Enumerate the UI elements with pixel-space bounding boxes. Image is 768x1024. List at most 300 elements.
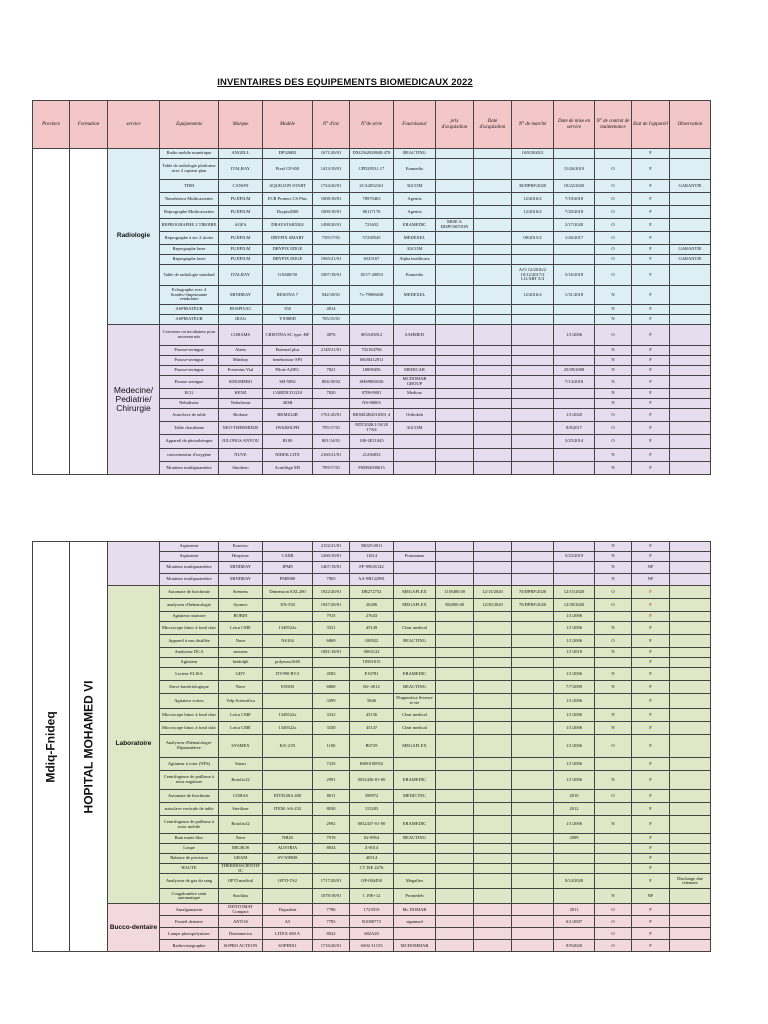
table-cell: 3GCOM — [394, 245, 436, 255]
table-cell: 10/8/2020/2 — [512, 149, 554, 159]
table-cell — [512, 574, 554, 586]
table-cell — [670, 232, 711, 245]
table-cell: ANGELL — [219, 149, 263, 159]
table-cell: O — [595, 255, 632, 265]
table-cell — [670, 449, 711, 462]
table-cell: MEDICTEC — [394, 790, 436, 803]
table-cell: Nebuliseur — [160, 399, 219, 409]
table-cell: 801/14/01 — [313, 435, 350, 449]
table-cell: concentrateur d'oxygène — [160, 449, 219, 462]
table-cell: N — [595, 346, 632, 356]
table-cell: O — [595, 735, 632, 758]
table-cell — [474, 435, 512, 449]
table-cell — [670, 193, 711, 206]
table-cell: 1/31/2018 — [554, 286, 595, 305]
table-cell: 942/18/01 — [313, 286, 350, 305]
table-cell — [436, 574, 474, 586]
table-cell: Siemens — [219, 586, 263, 599]
table-cell: MEDEXEL — [394, 232, 436, 245]
table-cell — [394, 449, 436, 462]
table-cell — [436, 255, 474, 265]
table-cell — [474, 758, 512, 771]
table-cell — [313, 245, 350, 255]
table-cell: 06--2012 — [350, 681, 394, 694]
table-cell — [670, 648, 711, 658]
table-cell — [436, 422, 474, 435]
table-cell: 2992 — [313, 816, 350, 834]
table-cell — [670, 854, 711, 864]
table-cell: Sterilizer — [219, 803, 263, 816]
table-cell — [436, 159, 474, 180]
table-cell — [394, 542, 436, 552]
table-cell: Appareil de photothérapie — [160, 435, 219, 449]
table-cell: Agentis — [394, 206, 436, 219]
table-cell: N — [595, 356, 632, 366]
table-cell — [512, 389, 554, 399]
table-cell: N — [595, 889, 632, 904]
table-cell — [595, 844, 632, 854]
table-cell — [670, 834, 711, 844]
table-cell — [670, 816, 711, 834]
table-cell: FUJIFILM — [219, 232, 263, 245]
table-cell: NS104 — [263, 635, 313, 648]
table-cell: HOSPIVAC — [219, 305, 263, 315]
table-cell: 1/1/2006 — [554, 622, 595, 635]
table-cell: 403B — [263, 399, 313, 409]
table-cell — [394, 562, 436, 574]
table-cell — [474, 255, 512, 265]
table-cell: INTEGRA 400 — [263, 790, 313, 803]
table-cell: Analyseur DCA — [160, 648, 219, 658]
table-cell — [512, 735, 554, 758]
table-cell: 1081/18/01 — [313, 648, 350, 658]
table-cell — [474, 315, 512, 325]
table-cell: 45147 — [350, 722, 394, 735]
table-cell — [474, 681, 512, 694]
document-title: INVENTAIRES DES EQUIPEMENTS BIOMEDICAUX 2022 — [217, 77, 473, 88]
table-cell: Drypix4000 — [263, 206, 313, 219]
table-cell — [474, 346, 512, 356]
table-cell: Promedeb — [394, 889, 436, 904]
table-cell — [436, 668, 474, 681]
table-cell — [670, 435, 711, 449]
table-cell: F — [632, 435, 670, 449]
table-cell: Dopadent — [263, 904, 313, 916]
table-cell — [394, 758, 436, 771]
table-cell: 721652 — [350, 219, 394, 232]
table-cell — [436, 346, 474, 356]
table-cell: NF — [632, 889, 670, 904]
table-cell — [394, 399, 436, 409]
table-cell: N — [595, 668, 632, 681]
table-cell — [474, 722, 512, 735]
table-cell: HAUTE — [160, 864, 219, 874]
table-cell: 3GCOM — [394, 180, 436, 193]
table-cell: ERAMEDIC — [394, 816, 436, 834]
table-cell — [512, 803, 554, 816]
table-cell: 1/1/2018 — [554, 648, 595, 658]
column-header: N° d'inv — [313, 101, 350, 149]
table-cell — [474, 159, 512, 180]
table-cell: N — [595, 681, 632, 694]
table-cell: 11/26/2019 — [554, 159, 595, 180]
table-cell: Table de radiologie platforme avec 2 capteur plan — [160, 159, 219, 180]
table-cell — [670, 803, 711, 816]
table-cell — [436, 735, 474, 758]
table-cell: 1.19E+12 — [350, 889, 394, 904]
table-cell: REACTING — [394, 681, 436, 694]
table-cell — [512, 542, 554, 552]
table-cell: 1413/19/01 — [313, 159, 350, 180]
table-cell: Euroswc — [219, 542, 263, 552]
table-cell — [263, 694, 313, 709]
table-cell: sigmmed — [394, 916, 436, 928]
table-cell — [512, 916, 554, 928]
table-cell — [512, 376, 554, 389]
table-cell — [436, 928, 474, 940]
table-cell: 7915 — [313, 612, 350, 622]
table-cell — [474, 232, 512, 245]
table-cell — [512, 864, 554, 874]
table-cell: 1100 — [313, 735, 350, 758]
table-cell: N — [595, 771, 632, 790]
table-cell: heidolph — [219, 658, 263, 668]
table-cell: O — [595, 409, 632, 422]
table-cell — [670, 928, 711, 940]
table-cell: 8030 — [313, 803, 350, 816]
table-cell — [313, 658, 350, 668]
table-cell: 1761/20/01 — [313, 409, 350, 422]
table-cell — [263, 758, 313, 771]
table-cell — [670, 574, 711, 586]
table-cell — [436, 658, 474, 668]
table-cell: Eramedix — [394, 159, 436, 180]
table-cell — [512, 409, 554, 422]
table-cell: 804/18/02 — [313, 376, 350, 389]
inventory-table-page1 — [32, 100, 711, 475]
table-cell: F — [632, 709, 670, 722]
table-cell: F — [632, 658, 670, 668]
table-cell: ERAMEDIC — [394, 219, 436, 232]
table-cell: 1/1/2020 — [554, 409, 595, 422]
table-cell: O — [595, 206, 632, 219]
table-cell: 6/1/2007 — [554, 916, 595, 928]
table-cell: Sysmex — [219, 599, 263, 612]
table-cell: SYSMEX — [219, 735, 263, 758]
table-cell — [436, 409, 474, 422]
table-cell — [474, 709, 512, 722]
table-cell: N — [595, 286, 632, 305]
table-cell: F — [632, 376, 670, 389]
table-cell: 5/16/2018 — [554, 265, 595, 286]
table-cell: F — [632, 206, 670, 219]
table-cell: Dimension EXL200 — [263, 586, 313, 599]
table-cell: O — [595, 928, 632, 940]
table-row — [33, 904, 711, 916]
table-cell — [436, 206, 474, 219]
table-cell: 0032437-01-00 — [350, 816, 394, 834]
table-cell: REACTING — [394, 149, 436, 159]
table-cell: Leica CME — [219, 622, 263, 635]
table-cell: ITALRAY — [219, 265, 263, 286]
table-cell: R1000773 — [350, 916, 394, 928]
table-cell: F — [632, 803, 670, 816]
table-cell — [474, 904, 512, 916]
table-cell — [474, 305, 512, 315]
table-cell — [595, 834, 632, 844]
column-header: Formation — [70, 101, 108, 149]
table-cell: Etuve bactériologique — [160, 681, 219, 694]
table-cell — [512, 790, 554, 803]
table-cell — [554, 542, 595, 552]
table-cell: F — [632, 928, 670, 940]
table-cell: 7/14/2018 — [554, 376, 595, 389]
table-cell — [670, 599, 711, 612]
table-cell — [436, 904, 474, 916]
table-cell — [436, 305, 474, 315]
table-cell: COBAMS — [219, 325, 263, 346]
table-cell — [313, 356, 350, 366]
table-cell: 1009/18/01 — [313, 206, 350, 219]
table-cell: Nebuliseur — [219, 399, 263, 409]
table-cell: AGFA — [219, 219, 263, 232]
table-cell: NIDEK LITE — [263, 449, 313, 462]
table-cell — [512, 709, 554, 722]
table-cell: DV990 BV4 — [263, 668, 313, 681]
table-cell: 45149 — [350, 622, 394, 635]
table-cell: O — [595, 940, 632, 952]
table-cell: JULONGS ANYOU — [219, 435, 263, 449]
table-cell — [436, 325, 474, 346]
column-header: Date de mise en service — [554, 101, 595, 149]
table-cell — [595, 149, 632, 159]
table-cell — [474, 286, 512, 305]
table-cell: 350 — [263, 305, 313, 315]
table-cell: O — [595, 219, 632, 232]
table-cell: 1/1/2006 — [554, 694, 595, 709]
table-cell: F — [632, 265, 670, 286]
table-cell: F — [632, 149, 670, 159]
table-cell: O — [595, 904, 632, 916]
table-cell: N — [595, 709, 632, 722]
table-cell — [474, 874, 512, 889]
table-cell: F — [632, 864, 670, 874]
table-cell — [263, 648, 313, 658]
table-cell: 1/1/2006 — [554, 325, 595, 346]
table-cell — [512, 928, 554, 940]
table-cell: 18008456 — [350, 366, 394, 376]
table-cell: 100922 — [350, 635, 394, 648]
table-cell — [263, 771, 313, 790]
table-cell — [474, 816, 512, 834]
table-cell — [670, 366, 711, 376]
table-cell: F — [632, 648, 670, 658]
table-cell: IPM8 — [263, 562, 313, 574]
table-cell — [670, 586, 711, 599]
table-cell: 27643 — [350, 612, 394, 622]
table-cell: F — [632, 694, 670, 709]
table-cell: O — [595, 265, 632, 286]
table-cell: 795/17/01 — [313, 422, 350, 435]
table-cell: REPROGRAPHE 2 TIROIRE — [160, 219, 219, 232]
table-cell: 12/30/2020 — [474, 599, 512, 612]
table-cell — [512, 245, 554, 255]
table-cell: Agitateur à rotor (NFS) — [160, 758, 219, 771]
table-cell: 5/23/2019 — [554, 552, 595, 562]
table-cell — [474, 648, 512, 658]
table-cell: CAMI — [263, 552, 313, 562]
table-cell: ROBIN — [219, 612, 263, 622]
table-cell — [512, 694, 554, 709]
table-cell: F — [632, 735, 670, 758]
table-cell: SH-5092 — [263, 376, 313, 389]
table-cell — [512, 758, 554, 771]
table-cell — [554, 928, 595, 940]
table-cell: O — [595, 599, 632, 612]
table-cell: Moniteur multiparamètre — [160, 462, 219, 475]
table-cell: Rotofix32 — [219, 771, 263, 790]
table-cell: Centrifugeuse de paillasse à rotor angulaire — [160, 771, 219, 790]
table-cell — [670, 422, 711, 435]
table-cell — [474, 574, 512, 586]
table-cell: polymax1040 — [263, 658, 313, 668]
table-cell: NB20 — [263, 834, 313, 844]
table-cell — [670, 916, 711, 928]
table-cell — [436, 864, 474, 874]
table-cell: 11614 — [350, 552, 394, 562]
table-cell — [394, 462, 436, 475]
column-header: Observation — [670, 101, 711, 149]
service-label: Radiologie — [108, 149, 160, 325]
table-cell: 7821 — [313, 366, 350, 376]
table-cell: Moniteur multiparamètre — [160, 574, 219, 586]
table-cell: TDM — [160, 180, 219, 193]
table-cell — [474, 790, 512, 803]
table-cell: CARDICO1210 — [263, 389, 313, 399]
table-cell — [474, 542, 512, 552]
table-cell: OPTI-TS2 — [263, 874, 313, 889]
table-cell: Aspirateur — [160, 542, 219, 552]
table-cell: O — [595, 193, 632, 206]
table-cell: 1349522x — [263, 709, 313, 722]
table-row — [33, 542, 711, 552]
table-cell: SOPHIX1 — [263, 940, 313, 952]
table-cell: Agitateur rotatoire — [160, 612, 219, 622]
table-cell: 7820 — [313, 389, 350, 399]
table-cell: A/O 12/2016/2 10/12/2017/2 LG/ART 5/4 — [512, 265, 554, 286]
column-header: Fournisseur — [394, 101, 436, 149]
table-cell: O — [595, 435, 632, 449]
table-cell: MEDICAR — [394, 366, 436, 376]
table-cell: Reprographe laser — [160, 255, 219, 265]
table-cell — [394, 658, 436, 668]
table-cell — [554, 889, 595, 904]
table-cell — [436, 435, 474, 449]
column-header: Date d'acquisition — [474, 101, 512, 149]
table-cell: Bain marie bloc — [160, 834, 219, 844]
table-cell: Hospivac — [219, 552, 263, 562]
table-cell — [595, 658, 632, 668]
table-cell — [394, 844, 436, 854]
table-cell — [512, 816, 554, 834]
table-cell: O — [595, 325, 632, 346]
table-cell: COBAS — [219, 790, 263, 803]
table-cell: F — [632, 552, 670, 562]
table-cell: F — [632, 940, 670, 952]
table-cell: MINDRAY — [219, 562, 263, 574]
table-cell: 4876 — [313, 325, 350, 346]
table-cell — [595, 864, 632, 874]
table-cell: 9/14/2020 — [554, 874, 595, 889]
table-cell: 1349522x — [263, 622, 313, 635]
table-cell: 3GCOM — [394, 422, 436, 435]
table-cell: F — [632, 356, 670, 366]
table-cell — [436, 844, 474, 854]
table-cell: O — [595, 586, 632, 599]
table-cell: 1922/20/01 — [313, 586, 350, 599]
table-cell: DRYPIX EDGE — [263, 255, 313, 265]
table-cell: Megaflex — [394, 874, 436, 889]
table-cell: 799/17/01 — [313, 462, 350, 475]
table-cell: Rotofix32 — [219, 816, 263, 834]
column-header: N° de marché — [512, 101, 554, 149]
table-cell — [436, 622, 474, 635]
table-cell — [670, 635, 711, 648]
table-cell — [313, 399, 350, 409]
table-cell — [436, 758, 474, 771]
table-cell: Automate de biochimie — [160, 586, 219, 599]
table-cell: Numériseur Multicassettes — [160, 193, 219, 206]
table-cell — [554, 462, 595, 475]
table-cell — [394, 435, 436, 449]
table-cell — [670, 399, 711, 409]
table-cell: 1671/20/01 — [313, 149, 350, 159]
table-cell — [670, 658, 711, 668]
table-cell: Dentamerica — [219, 928, 263, 940]
table-cell — [670, 694, 711, 709]
table-cell: 1118400.00 — [436, 586, 474, 599]
table-cell: 7783 — [313, 916, 350, 928]
table-cell — [554, 315, 595, 325]
table-cell — [436, 149, 474, 159]
table-cell: Reprographe à sec 2 tiroirs — [160, 232, 219, 245]
table-cell — [512, 834, 554, 844]
table-cell — [474, 668, 512, 681]
table-cell: 12/15/2020 — [474, 586, 512, 599]
table-cell: Automate de biochimie — [160, 790, 219, 803]
table-cell: N — [595, 542, 632, 552]
table-cell: 1078/18/01 — [313, 889, 350, 904]
table-cell: 20286 — [350, 599, 394, 612]
table-cell — [512, 315, 554, 325]
table-cell — [670, 315, 711, 325]
table-cell — [436, 245, 474, 255]
table-cell — [474, 916, 512, 928]
table-cell — [554, 356, 595, 366]
table-cell — [512, 366, 554, 376]
table-cell: F — [632, 834, 670, 844]
table-cell: N — [595, 449, 632, 462]
table-cell — [670, 552, 711, 562]
table-cell — [436, 722, 474, 735]
table-cell: Stuart — [219, 758, 263, 771]
table-cell — [263, 612, 313, 622]
table-cell: F — [632, 622, 670, 635]
column-header: Equipements — [160, 101, 219, 149]
table-cell — [474, 376, 512, 389]
table-cell: ASPIRATEUR — [160, 315, 219, 325]
table-cell: Balance de precision — [160, 854, 219, 864]
